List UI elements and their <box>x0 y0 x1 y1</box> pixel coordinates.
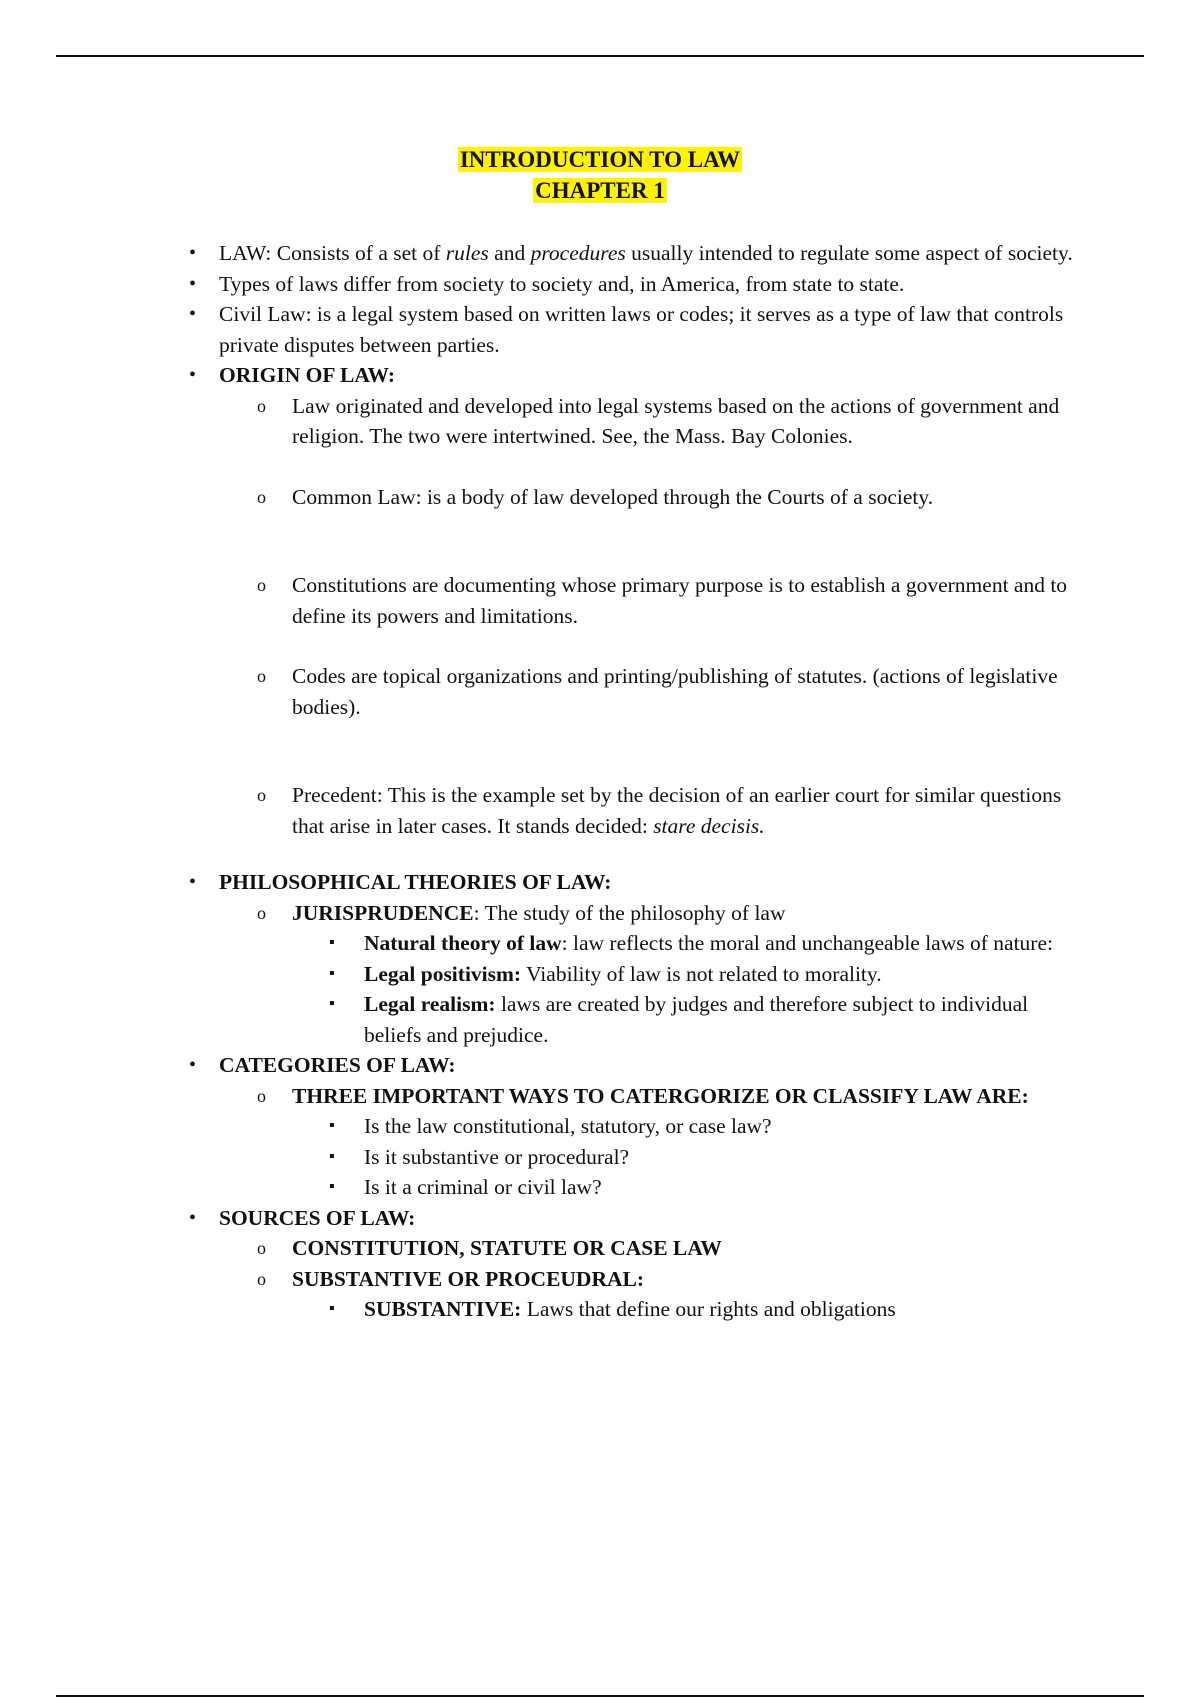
list-item-jurisprudence: o JURISPRUDENCE: The study of the philosophy of law <box>292 898 1082 929</box>
bullet-icon: • <box>189 1206 197 1229</box>
section-heading-sources: • SOURCES OF LAW: <box>219 1203 1089 1234</box>
square-bullet-icon: ▪ <box>329 934 335 951</box>
circle-bullet-icon: o <box>257 1268 266 1289</box>
list-item-common-law: o Common Law: is a body of law developed through the Courts of a society. <box>292 482 1082 513</box>
square-bullet-icon: ▪ <box>329 1300 335 1317</box>
section-heading-philosophical: • PHILOSOPHICAL THEORIES OF LAW: <box>219 867 1089 898</box>
circle-bullet-icon: o <box>257 1085 266 1106</box>
list-item-civil-law: • Civil Law: is a legal system based on written laws or codes; it serves as a type of law that controls private disputes between parties. <box>219 299 1089 360</box>
bullet-icon: • <box>189 1054 197 1076</box>
bullet-icon: • <box>189 871 197 893</box>
list-item-natural-theory: ▪ Natural theory of law: law reflects the moral and unchangeable laws of nature: <box>364 928 1074 959</box>
list-item-legal-positivism: ▪ Legal positivism: Viability of law is not related to morality. <box>364 959 1074 990</box>
circle-bullet-icon: o <box>257 902 266 923</box>
list-item-question-criminal: ▪ Is it a criminal or civil law? <box>364 1172 1074 1203</box>
document-heading <box>0 144 1200 206</box>
circle-bullet-icon: o <box>257 575 266 595</box>
section-heading-origin: • ORIGIN OF LAW: <box>219 360 1089 391</box>
list-item-substantive-procedural: o SUBSTANTIVE OR PROCEUDRAL: <box>292 1264 1082 1295</box>
square-bullet-icon: ▪ <box>329 1117 335 1134</box>
square-bullet-icon: ▪ <box>329 995 335 1012</box>
list-item-law-definition: • LAW: Consists of a set of rules and procedures usually intended to regulate some aspect of society. <box>219 238 1089 269</box>
bullet-icon: • <box>189 303 197 325</box>
section-heading-categories: • CATEGORIES OF LAW: <box>219 1050 1089 1081</box>
list-item-origin-government-religion: o Law originated and developed into legal systems based on the actions of government and religion. The two were intertwined. See, the Mass. Bay Colonies. <box>292 391 1082 452</box>
outline <box>0 238 1200 1325</box>
list-item-codes: o Codes are topical organizations and printing/publishing of statutes. (actions of legislative bodies). <box>292 661 1082 722</box>
square-bullet-icon: ▪ <box>329 1178 335 1195</box>
list-item-substantive: ▪ SUBSTANTIVE: Laws that define our rights and obligations <box>364 1294 1074 1325</box>
bottom-rule <box>56 1695 1144 1697</box>
bullet-icon: • <box>189 364 197 386</box>
list-item-constitutions: o Constitutions are documenting whose primary purpose is to establish a government and to define its powers and limitations. <box>292 570 1082 631</box>
page-title: INTRODUCTION TO LAW <box>459 147 741 172</box>
bullet-icon: • <box>189 272 197 295</box>
list-item-constitution-statute: o CONSTITUTION, STATUTE OR CASE LAW <box>292 1233 1082 1264</box>
list-item-types-of-laws: • Types of laws differ from society to society and, in America, from state to state. <box>219 269 1089 300</box>
list-item-three-ways: o THREE IMPORTANT WAYS TO CATERGORIZE OR CLASSIFY LAW ARE: <box>292 1081 1082 1112</box>
list-item-precedent: o Precedent: This is the example set by the decision of an earlier court for similar questions that arise in later cases. It stands decided: stare decisis. <box>292 780 1082 841</box>
list-item-question-constitutional: ▪ Is the law constitutional, statutory, or case law? <box>364 1111 1074 1142</box>
square-bullet-icon: ▪ <box>329 1147 335 1165</box>
chapter-label: CHAPTER 1 <box>535 178 665 203</box>
list-item-legal-realism: ▪ Legal realism: laws are created by judges and therefore subject to individual beliefs and prejudice. <box>364 989 1074 1050</box>
top-rule <box>56 55 1144 57</box>
list-item-question-substantive: ▪ Is it substantive or procedural? <box>364 1142 1074 1173</box>
circle-bullet-icon: o <box>257 785 266 805</box>
circle-bullet-icon: o <box>257 395 266 416</box>
circle-bullet-icon: o <box>257 666 266 686</box>
square-bullet-icon: ▪ <box>329 964 335 982</box>
circle-bullet-icon: o <box>257 486 266 507</box>
circle-bullet-icon: o <box>257 1238 266 1258</box>
bullet-icon: • <box>189 242 197 264</box>
